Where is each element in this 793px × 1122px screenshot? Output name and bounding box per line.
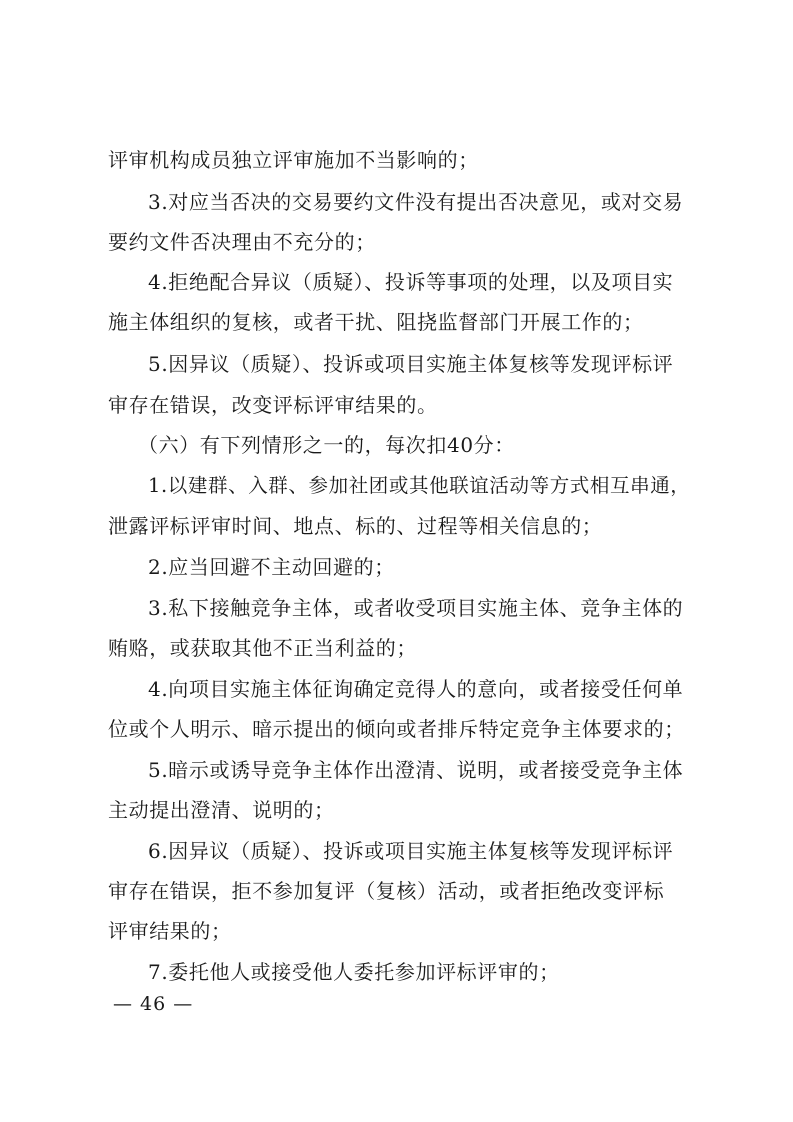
text-line: 位或个人明示、暗示提出的倾向或者排斥特定竞争主体要求的； xyxy=(108,717,685,741)
text-line: 评审机构成员独立评审施加不当影响的； xyxy=(108,148,479,172)
text-line: 施主体组织的复核，或者干扰、阻挠监督部门开展工作的； xyxy=(108,310,644,334)
text-line: 3.对应当否决的交易要约文件没有提出否决意见，或对交易 xyxy=(148,190,684,214)
text-line: 4.拒绝配合异议（质疑）、投诉等事项的处理，以及项目实 xyxy=(148,270,674,294)
text-line: 1.以建群、入群、参加社团或其他联谊活动等方式相互串通， xyxy=(148,474,691,497)
text-line: 要约文件否决理由不充分的； xyxy=(108,230,376,254)
text-line: 2.应当回避不主动回避的； xyxy=(148,555,395,579)
text-line: 6.因异议（质疑）、投诉或项目实施主体复核等发现评标评 xyxy=(148,839,674,863)
page-number: — 46 — xyxy=(113,993,194,1015)
text-line: 审存在错误，改变评标评审结果的。 xyxy=(108,393,438,417)
text-line: 泄露评标评审时间、地点、标的、过程等相关信息的； xyxy=(108,514,603,538)
text-line: 贿赂，或获取其他不正当利益的； xyxy=(108,636,417,660)
text-line: 3.私下接触竞争主体，或者收受项目实施主体、竞争主体的 xyxy=(148,596,684,620)
text-line: 5.暗示或诱导竞争主体作出澄清、说明，或者接受竞争主体 xyxy=(148,758,684,782)
text-line: 7.委托他人或接受他人委托参加评标评审的； xyxy=(148,960,560,984)
text-line: 主动提出澄清、说明的； xyxy=(108,798,335,822)
text-line: 5.因异议（质疑）、投诉或项目实施主体复核等发现评标评 xyxy=(148,352,674,376)
text-line: 审存在错误，拒不参加复评（复核）活动，或者拒绝改变评标 xyxy=(108,879,665,903)
text-line: （六）有下列情形之一的，每次扣40分： xyxy=(138,433,515,457)
text-line: 4.向项目实施主体征询确定竞得人的意向，或者接受任何单 xyxy=(148,677,684,701)
text-line: 评审结果的； xyxy=(108,919,232,943)
